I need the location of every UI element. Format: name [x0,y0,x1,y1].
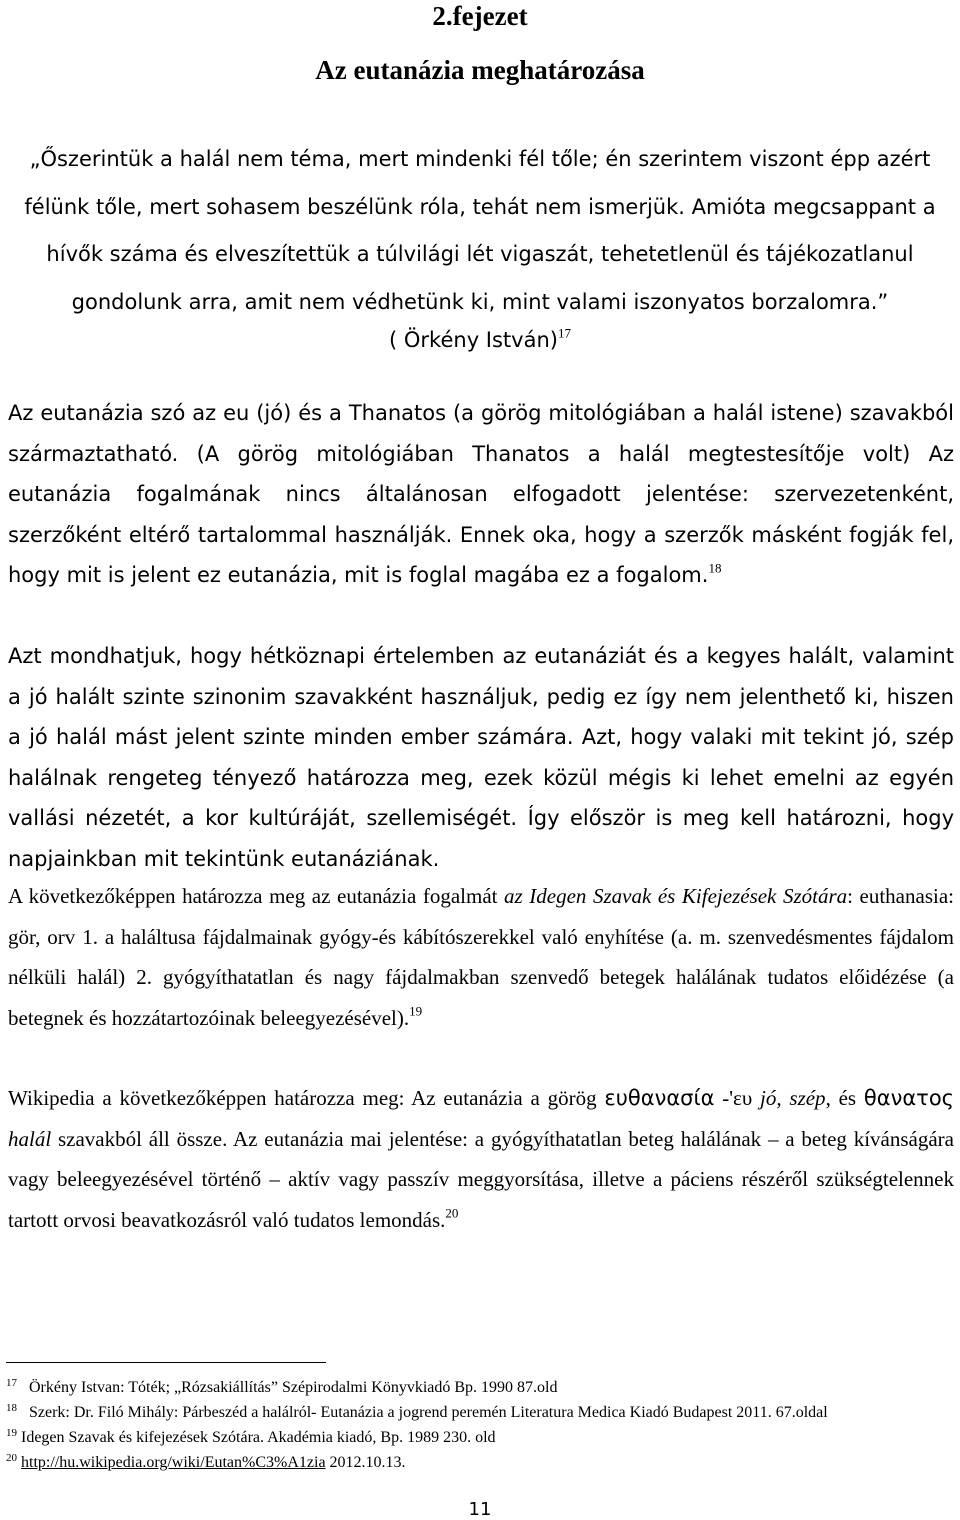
paragraph-text: -'ευ [714,1086,761,1110]
paragraph-text: Az eutanázia szó az eu (jó) és a Thanatos (a görög mitológiában a halál istene) szavakból származtatható. (A görög mitológiában Thanatos a halál megtestesítője volt) Az eutanázia fogalmának nincs általánosan elfogadott jelentése: szervezetenként, szerzőként eltérő tartalommal használják. Ennek oka, hogy a szerzők másként fogják fel, hogy mit is jelent ez eutanázia, mit is foglal magába ez a fogalom. [8,401,954,587]
footnote-ref: 17 [557,325,571,341]
paragraph-dictionary-definition [8,876,954,1038]
quote-attribution [0,320,960,360]
paragraph-text: Azt mondhatjuk, hogy hétköznapi értelemben az eutanáziát és a kegyes halált, valamint a jó halált szinte szinonim szavakként használjuk, pedig ez így nem jelenthető ki, hiszen a jó halál mást jelent szinte minden ember számára. Azt, hogy valaki mit tekint jó, szép halálnak rengeteg tényező határozza meg, ezek közül mégis ki lehet emelni az egyén vallási nézetét, a kor kultúráját, szellemiségét. Így először is meg kell határozni, hogy napjainkban mit tekintünk eutanáziának. [8,644,954,871]
paragraph-text: A következőképpen határozza meg az eutanázia fogalmát [8,884,505,908]
paragraph-text: Wikipedia a következőképpen határozza meg: Az eutanázia a görög [8,1086,605,1110]
quote-line: „Őszerintük a halál nem téma, mert mindenki fél tőle; én szerintem viszont épp azért [29,147,931,171]
greek-word: ευθανασία [604,1086,715,1110]
footnote-text: Idegen Szavak és kifejezések Szótára. Akadémia kiadó, Bp. 1989 230. old [21,1429,496,1446]
paragraph-text: : euthanasia: gör, orv 1. a haláltusa fájdalmainak gyógy-és kábítószerekkel való enyhítése (a. m. szenvedésmentes fájdalom nélküli halál) 2. gyógyíthatatlan és nagy fájdalmakban szenvedő betegek halálának tudatos előidézése (a betegnek és hozzátartozóinak beleegyezésével). [8,884,954,1030]
footnote [6,1398,946,1423]
italic-term: halál [8,1126,52,1151]
footnote-ref: 19 [409,1002,423,1018]
paragraph-text: , és [825,1086,864,1110]
page-number: 11 [468,1499,492,1520]
footnotes [6,1373,946,1473]
quote-line: félünk tőle, mert sohasem beszélünk róla, tehát nem ismerjük. Amióta megcsappant a [24,194,936,219]
attribution-text: ( Örkény István) [389,328,558,352]
greek-word: θανατος [863,1086,954,1110]
italic-term: jó, szép [760,1086,826,1110]
chapter-number: 2.fejezet [432,1,528,31]
footnote-text: 2012.10.13. [325,1454,406,1471]
source-title: az Idegen Szavak és Kifejezések Szótára [504,884,848,908]
footnote-number: 18 [6,1402,17,1414]
chapter-title: Az eutanázia meghatározása [315,55,645,85]
wikipedia-link[interactable]: http://hu.wikipedia.org/wiki/Eutan%C3%A1zia [21,1454,326,1471]
paragraph-everyday-meaning [8,636,954,879]
paragraph-etymology [8,393,954,596]
footnote-number: 19 [6,1427,17,1439]
footnote-separator [6,1362,326,1363]
footnote-text: Szerk: Dr. Filó Mihály: Párbeszéd a halálról- Eutanázia a jogrend peremén Literatura Medica Kiadó Budapest 2011. 67.oldal [29,1404,828,1421]
footnote [6,1423,946,1448]
footnote-ref: 20 [445,1204,459,1220]
footnote [6,1373,946,1398]
footnote-text: Örkény Istvan: Tóték; „Rózsakiállítás” Szépirodalmi Könyvkiadó Bp. 1990 87.old [29,1379,558,1396]
paragraph-text: szavakból áll össze. Az eutanázia mai jelentése: a gyógyíthatatlan beteg halálának – a beteg kívánságára vagy beleegyezésével történő – aktív vagy passzív meggyorsítása, illetve a páciens részéről szükségtelennek tartott orvosi beavatkozásról való tudatos lemondás. [8,1126,954,1232]
footnote-ref: 18 [708,560,722,576]
paragraph-wikipedia-definition [8,1078,954,1240]
epigraph-quote [0,136,960,326]
footnote [6,1448,946,1473]
footnote-number: 17 [6,1377,17,1389]
quote-line: gondolunk arra, amit nem védhetünk ki, mint valami iszonyatos borzalomra.” [71,289,889,314]
footnote-number: 20 [6,1452,17,1464]
quote-line: hívők száma és elveszítettük a túlvilági lét vigaszát, tehetetlenül és tájékozatlanul [46,242,914,266]
